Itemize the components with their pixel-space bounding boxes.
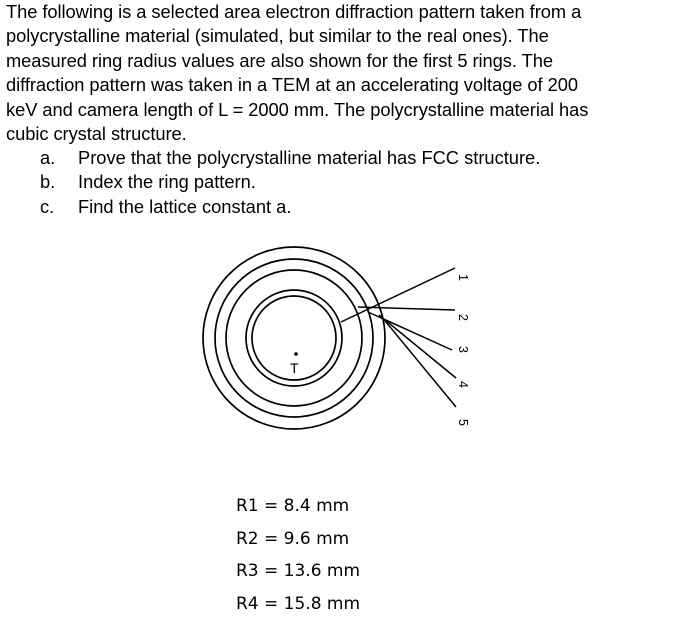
ring-radius-list [236, 490, 360, 620]
ring-radius-3: R3 = 13.6 mm [236, 555, 360, 588]
task-text: Prove that the polycrystalline material has FCC structure. [78, 146, 540, 170]
transmitted-beam-label: T [290, 360, 299, 376]
leader-line-5 [381, 316, 456, 407]
ring-label-5: 5 [456, 419, 470, 426]
transmitted-beam-dot [294, 352, 298, 356]
task-text: Find the lattice constant a. [78, 195, 291, 219]
ring-radius-2: R2 = 9.6 mm [236, 523, 360, 556]
task-letter: a. [40, 146, 78, 170]
ring-label-1: 1 [456, 274, 470, 281]
ring-radius-4: R4 = 15.8 mm [236, 588, 360, 620]
ring-label-3: 3 [456, 346, 470, 353]
task-text: Index the ring pattern. [78, 170, 256, 194]
ring-5 [203, 247, 385, 429]
ring-label-2: 2 [456, 314, 470, 321]
task-letter: b. [40, 170, 78, 194]
leader-line-3 [368, 312, 452, 350]
ring-radius-1: R1 = 8.4 mm [236, 490, 360, 523]
ring-label-4: 4 [456, 381, 470, 388]
leader-line-1 [341, 268, 455, 322]
ring-4 [215, 259, 373, 417]
leader-line-2 [358, 307, 455, 310]
problem-statement: The following is a selected area electron diffraction pattern taken from a polycrystalline material (simulated, but similar to the real ones). The measured ring radius values are also shown for the first 5 rings. The diffraction pattern was taken in a TEM at an accelerating voltage of 200 keV and camera length of L = 2000 mm. The polycrystalline material has cubic crystal structure. [6, 0, 696, 146]
task-letter: c. [40, 195, 78, 219]
